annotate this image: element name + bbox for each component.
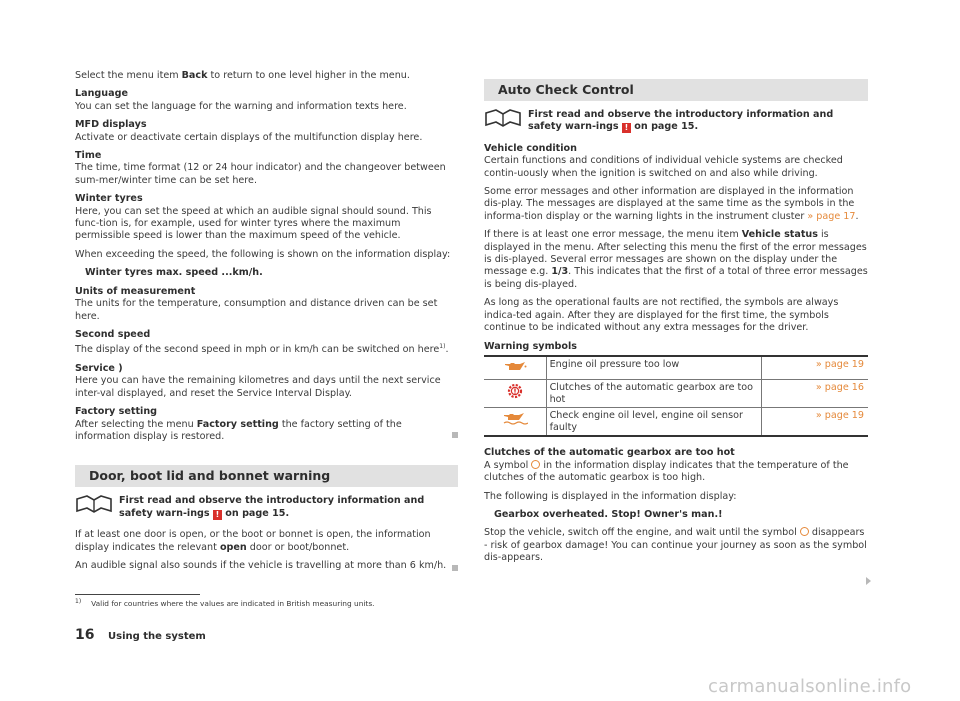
section-title-door-warning: Door, boot lid and bonnet warning: [75, 465, 458, 487]
time-title: Time: [75, 150, 102, 162]
oil-level-icon: [502, 411, 528, 425]
exceeding-text: When exceeding the speed, the following is shown on the information display:: [75, 248, 451, 260]
book-note-icon: [75, 495, 113, 513]
left-column: [75, 70, 458, 578]
time-block: Time The time, time format (12 or 24 hour indicator) and the changeover between sum-mer/winter time can be set here.: [75, 150, 446, 186]
factory-title: Factory setting: [75, 406, 158, 418]
oil-can-icon: [503, 360, 527, 372]
table-cell-desc: Clutches of the automatic gearbox are too hot: [546, 380, 761, 408]
winter-title: Winter tyres: [75, 193, 143, 205]
mfd-block: MFD displays Activate or deactivate certain displays of the multifunction display here.: [75, 119, 423, 143]
service-title: Service ): [75, 362, 123, 374]
vehicle-condition-block: Vehicle condition Certain functions and conditions of individual vehicle systems are checked contin-uously when the ignition is switched on and also while driving.: [484, 142, 843, 179]
second-speed-block: Second speed The display of the second speed in mph or in km/h can be switched on here$^{1)}$.: [75, 328, 449, 356]
page-label: Using the system: [108, 631, 206, 642]
factory-block: Factory setting After selecting the menu Factory setting the factory setting of the information display is restored.: [75, 406, 402, 442]
warning-icon[interactable]: !: [213, 510, 222, 520]
book-note-icon: [484, 109, 522, 127]
as-long-text: As long as the operational faults are not rectified, the symbols are always indica-ted again. After they are displayed for the first time, the symbols continue to be indicated without any extra messages for the driver.: [484, 297, 839, 334]
second-speed-title: Second speed: [75, 328, 151, 340]
table-row: [484, 356, 868, 380]
right-column: [484, 79, 868, 571]
note-row: [75, 495, 458, 520]
page-link[interactable]: » page 17: [807, 210, 856, 222]
gear-symbol-icon: [531, 460, 540, 469]
gearbox-gear-icon: [507, 383, 523, 399]
footnote-divider: [75, 594, 200, 595]
stop-text: Stop the vehicle, switch off the engine, and wait until the symbol disappears - risk of gearbox damage! You can continue your journey as soon as the symbol dis-appears.: [484, 527, 867, 564]
section-end-marker: [452, 565, 458, 571]
winter-block: Winter tyres Here, you can set the speed at which an audible signal should sound. This func-tion is, for example, used for winter tyres where the maximum permissible speed is lower than the maximum speed of the vehicle.: [75, 193, 432, 242]
table-cell-desc: Engine oil pressure too low: [546, 356, 761, 380]
page-number: 16: [75, 627, 95, 643]
clutches-block: Clutches of the automatic gearbox are too hot A symbol in the information display indicates that the temperature of the clutches of the automatic gearbox is too high.: [484, 447, 849, 484]
table-row: [484, 380, 868, 408]
vehicle-condition-title: Vehicle condition: [484, 142, 577, 154]
table-row: [484, 408, 868, 437]
note-text: First read and observe the introductory information and safety warn-ings ! on page 15.: [119, 495, 425, 519]
note-row: [484, 109, 868, 134]
language-block: Language You can set the language for the warning and information texts here.: [75, 88, 407, 112]
units-block: Units of measurement The units for the temperature, consumption and distance driven can be set here.: [75, 285, 438, 322]
table-cell-desc: Check engine oil level, engine oil sensor faulty: [546, 408, 761, 437]
watermark: carmanualsonline.info: [708, 676, 912, 697]
mfd-title: MFD displays: [75, 119, 147, 131]
page-link[interactable]: » page 19: [815, 358, 864, 370]
warning-icon[interactable]: !: [622, 123, 631, 133]
section-end-marker: [452, 432, 458, 438]
door-open-text: If at least one door is open, or the boot or bonnet is open, the information display indicates the relevant open door or boot/bonnet.: [75, 529, 431, 553]
units-title: Units of measurement: [75, 285, 196, 297]
note-text: First read and observe the introductory information and safety warn-ings ! on page 15.: [528, 109, 834, 133]
service-block: Service ) Here you can have the remaining kilometres and days until the next service inter-val displayed, and reset the Service Interval Display.: [75, 362, 441, 399]
gearbox-message: Gearbox overheated. Stop! Owner's man.!: [494, 509, 723, 521]
continue-arrow-icon: [866, 577, 871, 585]
footnote: $^{1)}$ Valid for countries where the values are indicated in British measuring units.: [75, 598, 375, 609]
gear-symbol-icon: [800, 527, 809, 536]
page-link[interactable]: » page 19: [815, 410, 864, 422]
winter-message: Winter tyres max. speed ...km/h.: [85, 267, 263, 279]
section-title-auto-check: Auto Check Control: [484, 79, 868, 101]
warning-symbols-table: [484, 355, 868, 438]
intro-paragraph: Select the menu item Back to return to one level higher in the menu.: [75, 70, 410, 81]
error-messages-text: Some error messages and other information are displayed in the information dis-play. The messages are displayed at the same time as the symbols in the informa-tion display or the warning lights in the instrument cluster » page 17.: [484, 186, 859, 222]
warning-symbols-title: Warning symbols: [484, 340, 578, 352]
if-error-text: If there is at least one error message, the menu item Vehicle status is displayed in the menu. After selecting this menu the first of the error messages is dis-played. Several error messages are shown on the display under the message e.g. 1/3. This indicates that the first of a total of three error messages is being dis-played.: [484, 229, 868, 290]
clutches-title: Clutches of the automatic gearbox are too hot: [484, 447, 735, 459]
following-text: The following is displayed in the information display:: [484, 490, 737, 502]
audible-signal-text: An audible signal also sounds if the vehicle is travelling at more than 6 km/h.: [75, 559, 447, 571]
language-title: Language: [75, 88, 128, 100]
page-link[interactable]: » page 16: [815, 382, 864, 394]
footnote-ref[interactable]: 1): [439, 343, 446, 351]
